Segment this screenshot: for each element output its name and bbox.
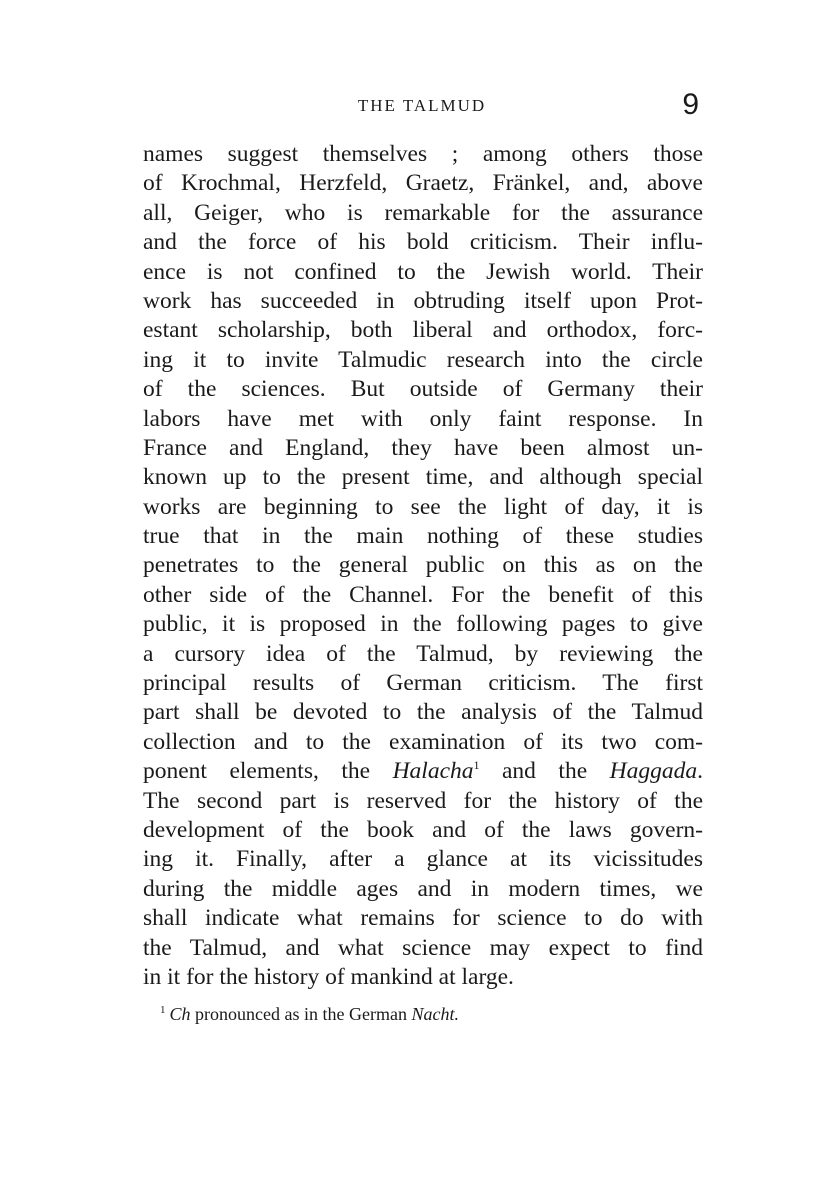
text-line: during the middle ages and in modern times, we xyxy=(143,875,703,902)
text-line: ence is not confined to the Jewish world. Their xyxy=(143,258,703,285)
text-line: France and England, they have been almost un- xyxy=(143,434,703,461)
text-line: part shall be devoted to the analysis of the Talmud xyxy=(143,699,703,726)
text-line: penetrates to the general public on this as on the xyxy=(143,552,703,579)
footnote-ch: Ch xyxy=(169,1004,191,1024)
running-title: THE TALMUD xyxy=(357,96,487,115)
text-line: in it for the history of mankind at large. xyxy=(143,963,514,990)
footnote-text: pronounced as in the German xyxy=(190,1004,412,1024)
text-line: public, it is proposed in the following pages to give xyxy=(143,611,703,638)
page-number: 9 xyxy=(682,88,699,121)
text-line: collection and to the examination of its two com- xyxy=(143,728,703,755)
text-line: all, Geiger, who is remarkable for the assurance xyxy=(143,199,703,226)
text-line: of the sciences. But outside of Germany their xyxy=(143,376,703,403)
text-line: other side of the Channel. For the benefit of this xyxy=(143,581,703,608)
text-line: of Krochmal, Herzfeld, Graetz, Fränkel, and, above xyxy=(143,170,703,197)
text-line: a cursory idea of the Talmud, by reviewing the xyxy=(143,640,703,667)
text-line: and the force of his bold criticism. Their influ- xyxy=(143,229,703,256)
text-line: ing it to invite Talmudic research into the circle xyxy=(143,346,703,373)
text-line: the Talmud, and what science may expect to find xyxy=(143,934,703,961)
footnote-marker: 1 xyxy=(160,1004,166,1016)
footnote-word: Nacht. xyxy=(411,1004,459,1024)
text-line: The second part is reserved for the history of the xyxy=(143,787,703,814)
text-line: shall indicate what remains for science to do with xyxy=(143,905,703,932)
text-line: names suggest themselves ; among others those xyxy=(143,141,703,167)
text-line: labors have met with only faint response. In xyxy=(143,405,703,432)
text-line: ponent elements, the Halacha$^1$ and the Haggada. xyxy=(143,758,703,785)
text-line: principal results of German criticism. The first xyxy=(143,670,703,697)
text-line: true that in the main nothing of these studies xyxy=(143,523,703,550)
running-head xyxy=(143,88,701,122)
text-line: estant scholarship, both liberal and orthodox, forc- xyxy=(143,317,703,344)
text-line: ing it. Finally, after a glance at its vicissitudes xyxy=(143,846,703,873)
text-line: works are beginning to see the light of day, it is xyxy=(143,493,703,520)
text-line: known up to the present time, and although special xyxy=(143,464,703,491)
text-line: work has succeeded in obtruding itself upon Prot- xyxy=(143,287,703,314)
text-line: development of the book and of the laws govern- xyxy=(143,816,703,843)
body-paragraph xyxy=(143,140,703,992)
footnote xyxy=(160,1004,459,1025)
